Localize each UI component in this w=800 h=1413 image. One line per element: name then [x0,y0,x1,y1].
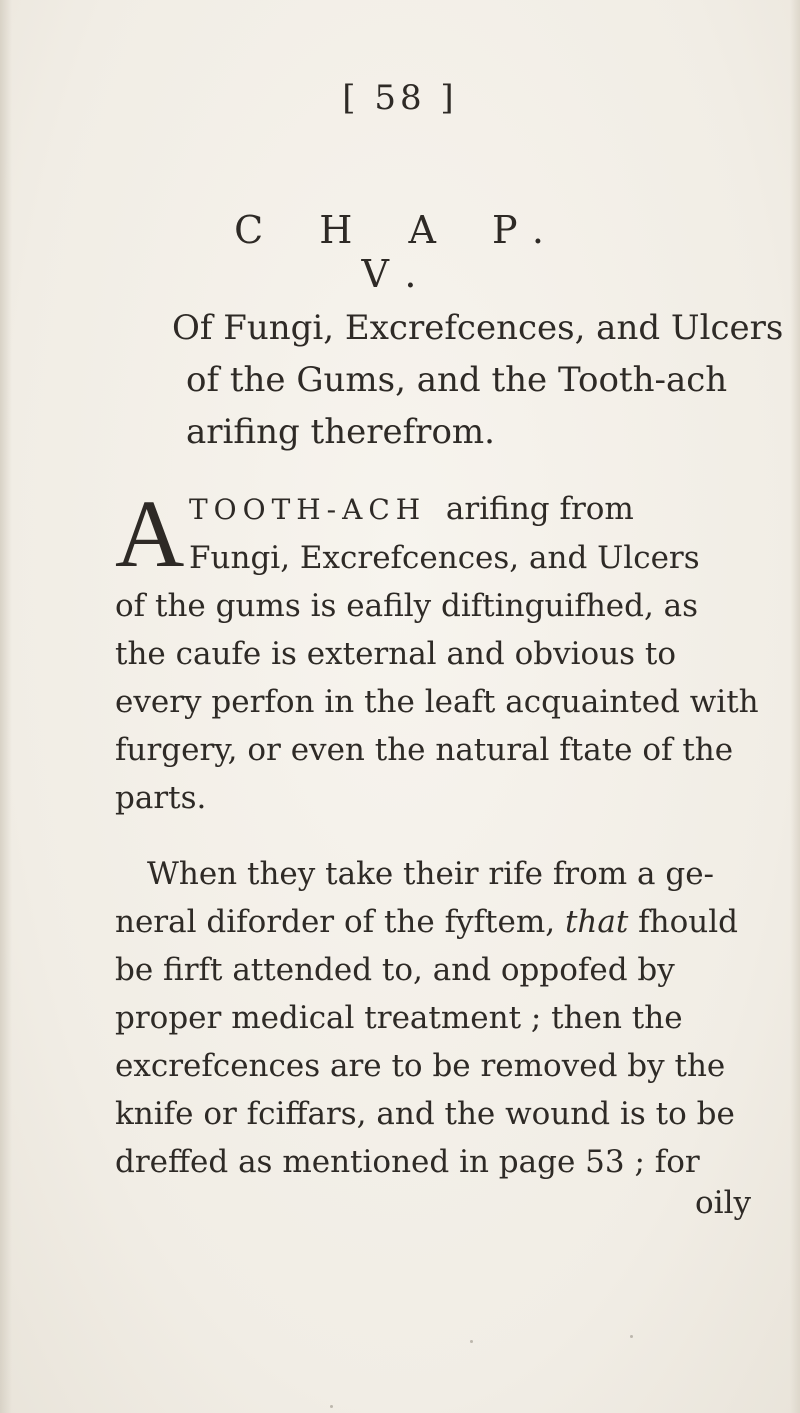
drop-cap: A [115,480,185,587]
catchword: oily [695,1185,752,1221]
paragraph-line [115,485,755,534]
paragraph-line: dreffed as mentioned in page 53 ; for [115,1144,700,1180]
chapter-title-line: of the Gums, and the Tooth-ach [186,360,728,400]
paragraph-line: of the gums is eafily diftinguifhed, as [115,588,699,624]
paper-speck [470,1340,473,1343]
paragraph-line: When they take their rife from a ge- [147,856,715,892]
paragraph-text: arifing from [445,491,634,527]
paragraph-2 [115,850,755,1186]
page-left-edge [0,0,12,1413]
paragraph-line: parts. [115,780,207,816]
paragraph-line: proper medical treatment ; then the [115,1000,683,1036]
paragraph-line: excrefcences are to be removed by the [115,1048,726,1084]
paragraph-line: be firft attended to, and oppofed by [115,952,675,988]
chapter-title-line: Of Fungi, Excrefcences, and Ulcers [172,308,784,348]
paragraph-text: neral diforder of the fyftem, [115,904,565,940]
chapter-heading: C H A P. V. [234,208,566,296]
paragraph-line: knife or fciffars, and the wound is to be [115,1096,735,1132]
paragraph-line: the caufe is external and obvious to [115,636,677,672]
paper-speck [630,1335,633,1338]
paragraph-line: every perfon in the leaft acquainted with [115,684,759,720]
paragraph-line: furgery, or even the natural ftate of the [115,732,734,768]
italic-text: that [564,904,629,940]
chapter-title-line: arifing therefrom. [186,412,495,452]
chapter-title [172,302,784,458]
paragraph-1 [115,480,759,822]
page-right-edge [790,0,800,1413]
paragraph-line: Fungi, Excrefcences, and Ulcers [189,540,700,576]
page-number: [ 58 ] [342,78,458,118]
paragraph-line [115,898,755,946]
paragraph-text: fhould [628,904,739,940]
paper-speck [330,1405,333,1408]
small-caps-text: TOOTH-ACH [189,493,427,526]
